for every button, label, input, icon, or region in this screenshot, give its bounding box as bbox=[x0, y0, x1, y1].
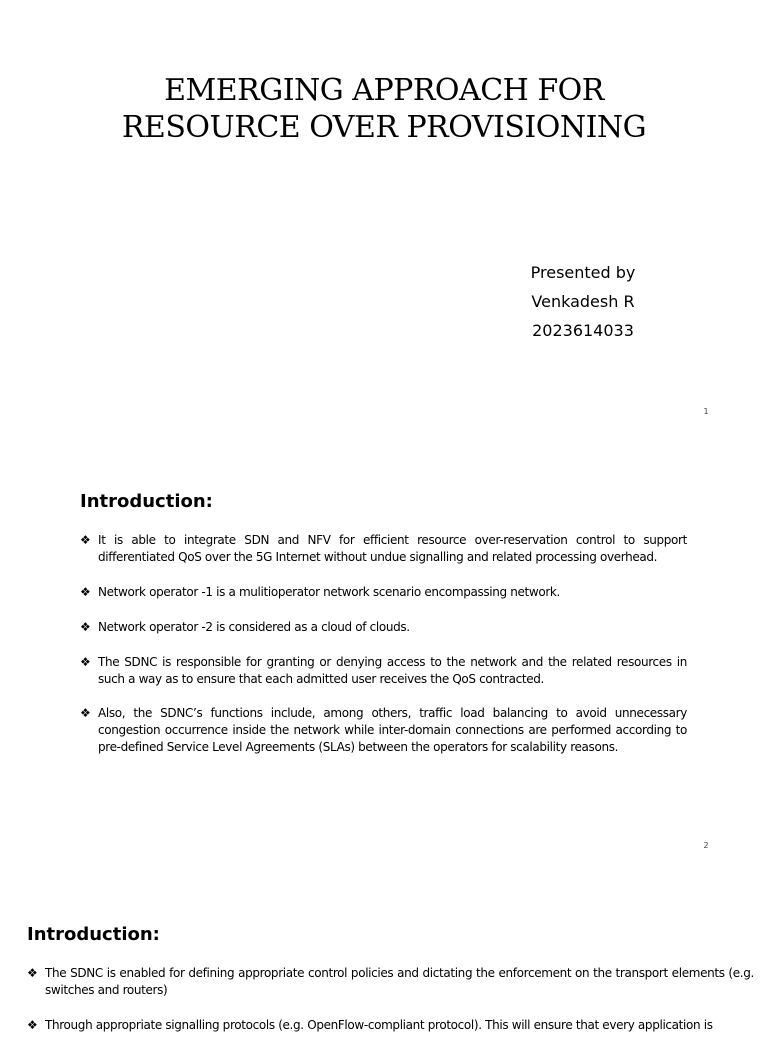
presented-by-label: Presented by bbox=[530, 263, 636, 282]
bullet-text: Network operator -2 is considered as a cloud of clouds. bbox=[98, 620, 410, 634]
bullet-list bbox=[80, 532, 687, 774]
slide-heading: Introduction: bbox=[27, 924, 160, 945]
title-line-1: EMERGING APPROACH FOR bbox=[164, 73, 604, 108]
list-item bbox=[80, 619, 687, 636]
introduction-slide-continued bbox=[0, 866, 768, 1032]
presentation-title bbox=[0, 72, 768, 146]
bullet-text: The SDNC is responsible for granting or denying access to the network and the related resources in such a way as to ensure that each admitted user receives the QoS contracted. bbox=[98, 655, 687, 686]
diamond-bullet-icon: ❖ bbox=[27, 966, 38, 980]
title-slide bbox=[0, 0, 768, 433]
slide-heading: Introduction: bbox=[80, 491, 213, 512]
list-item bbox=[80, 532, 687, 566]
bullet-text: The SDNC is enabled for defining appropriate control policies and dictating the enforcement on the transport elements (e.g. switches and routers) bbox=[45, 966, 754, 997]
list-item bbox=[27, 965, 754, 999]
bullet-text: Through appropriate signalling protocols (e.g. OpenFlow-compliant protocol). This will ensure that every application is bbox=[45, 1018, 713, 1032]
bullet-text: It is able to integrate SDN and NFV for efficient resource over-reservation control to support differentiated QoS over the 5G Internet without undue signalling and related processing overhead. bbox=[98, 533, 687, 564]
diamond-bullet-icon: ❖ bbox=[80, 620, 91, 634]
diamond-bullet-icon: ❖ bbox=[80, 706, 91, 720]
presenter-block bbox=[498, 258, 668, 345]
list-item bbox=[80, 654, 687, 688]
presenter-id: 2023614033 bbox=[532, 321, 634, 340]
diamond-bullet-icon: ❖ bbox=[80, 533, 91, 547]
bullet-text: Also, the SDNC’s functions include, among others, traffic load balancing to avoid unnecessary congestion occurrence inside the network while inter-domain connections are performed according to pre-defined Service Level Agreements (SLAs) between the operators for scalability reasons. bbox=[98, 706, 687, 754]
presenter-name: Venkadesh R bbox=[531, 292, 635, 311]
bullet-text: Network operator -1 is a mulitioperator network scenario encompassing network. bbox=[98, 585, 560, 599]
list-item bbox=[80, 584, 687, 601]
diamond-bullet-icon: ❖ bbox=[80, 655, 91, 669]
diamond-bullet-icon: ❖ bbox=[27, 1018, 38, 1032]
page-number: 1 bbox=[703, 407, 709, 416]
introduction-slide bbox=[0, 433, 768, 866]
list-item bbox=[80, 705, 687, 756]
diamond-bullet-icon: ❖ bbox=[80, 585, 91, 599]
page-number: 2 bbox=[703, 841, 709, 850]
list-item bbox=[27, 1017, 754, 1034]
bullet-list bbox=[27, 965, 754, 1052]
title-line-2: RESOURCE OVER PROVISIONING bbox=[121, 110, 647, 145]
